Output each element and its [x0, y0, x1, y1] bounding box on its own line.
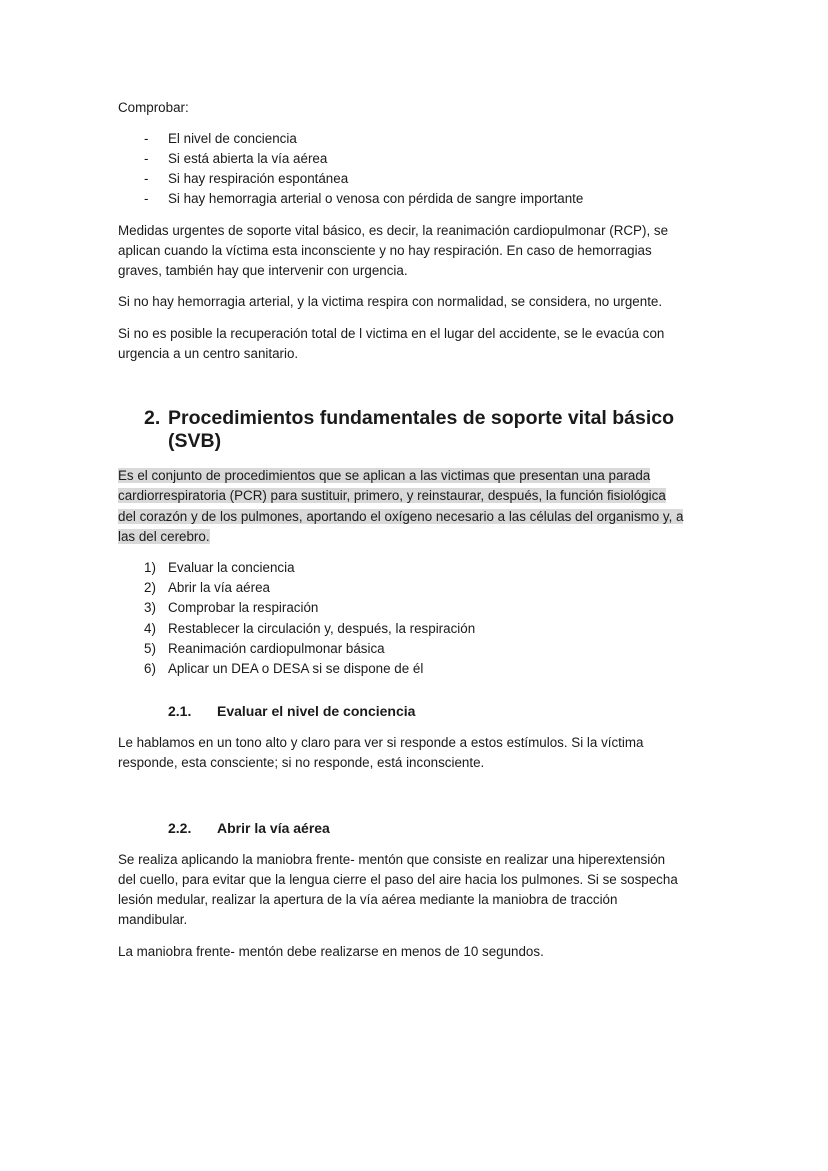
step-number: 4) — [144, 621, 156, 636]
text-line: lesión medular, realizar la apertura de la vía aérea mediante la maniobra de tracción — [118, 892, 618, 907]
step-number: 6) — [144, 661, 156, 676]
bullet: - — [144, 131, 149, 146]
text-line: graves, también hay que intervenir con urgencia. — [118, 263, 408, 278]
text-line: responde, esta consciente; si no responde, está inconsciente. — [118, 755, 485, 770]
step-text: Restablecer la circulación y, después, la respiración — [168, 621, 476, 636]
list-item: Si hay hemorragia arterial o venosa con pérdida de sangre importante — [168, 191, 584, 206]
subheading-number: 2.2. — [168, 820, 192, 836]
text-line: mandibular. — [118, 912, 188, 927]
step-number: 1) — [144, 560, 156, 575]
list-item: Si hay respiración espontánea — [168, 171, 349, 186]
step-text: Comprobar la respiración — [168, 600, 319, 615]
step-text: Abrir la vía aérea — [168, 580, 270, 595]
subheading-title: Evaluar el nivel de conciencia — [217, 703, 416, 719]
note-paragraph: La maniobra frente- mentón debe realizarse en menos de 10 segundos. — [118, 944, 544, 959]
text-line: Medidas urgentes de soporte vital básico, es decir, la reanimación cardiopulmonar (RCP), se — [118, 223, 669, 238]
list-item: El nivel de conciencia — [168, 131, 297, 146]
text-line: Le hablamos en un tono alto y claro para ver si responde a estos estímulos. Si la víctima — [118, 735, 644, 750]
highlighted-line: las del cerebro. — [118, 529, 210, 544]
step-number: 2) — [144, 580, 156, 595]
step-number: 3) — [144, 600, 156, 615]
step-number: 5) — [144, 641, 156, 656]
highlighted-line: Es el conjunto de procedimientos que se aplican a las victimas que presentan una parada — [118, 468, 651, 483]
paragraph-not-urgent: Si no hay hemorragia arterial, y la victima respira con normalidad, se considera, no urgente. — [118, 294, 663, 309]
bullet: - — [144, 171, 149, 186]
text-line: del cuello, para evitar que la lengua cierre el paso del aire hacia los pulmones. Si se sospecha — [118, 872, 678, 887]
step-text: Aplicar un DEA o DESA si se dispone de él — [168, 661, 424, 676]
intro-label: Comprobar: — [118, 100, 189, 115]
heading-number: 2. — [144, 407, 161, 429]
bullet: - — [144, 191, 149, 206]
subheading-title: Abrir la vía aérea — [217, 820, 330, 836]
heading-line: (SVB) — [168, 430, 222, 452]
bullet: - — [144, 151, 149, 166]
text-line: Se realiza aplicando la maniobra frente- mentón que consiste en realizar una hiperextensión — [118, 852, 666, 867]
list-item: Si está abierta la vía aérea — [168, 151, 328, 166]
heading-line: Procedimientos fundamentales de soporte vital básico — [168, 407, 675, 429]
step-text: Evaluar la conciencia — [168, 560, 295, 575]
text-line: urgencia a un centro sanitario. — [118, 346, 299, 361]
highlighted-line: del corazón y de los pulmones, aportando el oxígeno necesario a las células del organismo y, a — [118, 509, 684, 524]
text-line: Si no es posible la recuperación total de l victima en el lugar del accidente, se le evacúa con — [118, 326, 665, 341]
text-line: aplican cuando la víctima esta inconsciente y no hay respiración. En caso de hemorragias — [118, 243, 652, 258]
highlighted-line: cardiorrespiratoria (PCR) para sustituir, primero, y reinstaurar, después, la función fisiológica — [118, 488, 666, 503]
subheading-number: 2.1. — [168, 703, 192, 719]
step-text: Reanimación cardiopulmonar básica — [168, 641, 385, 656]
